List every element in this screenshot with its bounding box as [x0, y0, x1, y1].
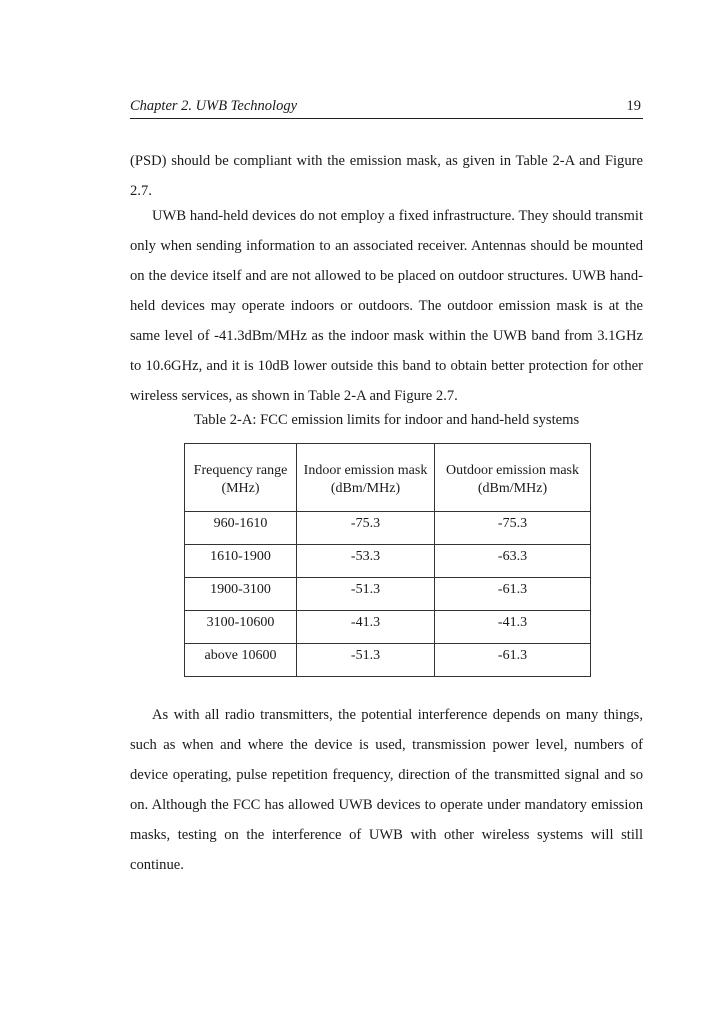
cell-frequency: 3100-10600: [185, 611, 297, 644]
header-frequency-unit: (MHz): [221, 481, 260, 496]
table-caption: Table 2-A: FCC emission limits for indoor and hand-held systems: [193, 412, 580, 428]
paragraph-interference: As with all radio transmitters, the potential interference depends on many things, such as when and where the device is used, transmission power level, numbers of device operating, pulse repetition frequency, direction of the transmitted signal and so on. Although the FCC has allowed UWB devices to operate under mandatory emission masks, testing on the interference of UWB with other wireless systems will still continue.: [130, 707, 643, 873]
cell-outdoor: -75.3: [435, 512, 591, 545]
cell-outdoor: -61.3: [435, 644, 591, 677]
header-indoor-unit: (dBm/MHz): [330, 481, 401, 496]
header-frequency-range: [185, 444, 297, 512]
header-indoor-label: Indoor emission mask: [303, 463, 428, 478]
table-row: [185, 644, 591, 677]
cell-outdoor: -41.3: [435, 611, 591, 644]
cell-frequency: above 10600: [185, 644, 297, 677]
paragraph-handheld: UWB hand-held devices do not employ a fixed infrastructure. They should transmit only when sending information to an associated receiver. Antennas should be mounted on the device itself and are not allowed to be placed on outdoor structures. UWB hand-held devices may operate indoors or outdoors. The outdoor emission mask is at the same level of -41.3dBm/MHz as the indoor mask within the UWB band from 3.1GHz to 10.6GHz, and it is 10dB lower outside this band to obtain better protection for other wireless services, as shown in Table 2-A and Figure 2.7.: [130, 208, 643, 404]
cell-indoor: -41.3: [297, 611, 435, 644]
cell-indoor: -75.3: [297, 512, 435, 545]
header-frequency-label: Frequency range: [193, 463, 288, 478]
cell-frequency: 1610-1900: [185, 545, 297, 578]
table-row: [185, 512, 591, 545]
cell-frequency: 960-1610: [185, 512, 297, 545]
emission-limits-table: [184, 443, 591, 677]
header-outdoor-label: Outdoor emission mask: [446, 463, 579, 478]
cell-indoor: -53.3: [297, 545, 435, 578]
table-row: [185, 545, 591, 578]
cell-outdoor: -61.3: [435, 578, 591, 611]
header-outdoor-mask: [435, 444, 591, 512]
paragraph-psd: (PSD) should be compliant with the emission mask, as given in Table 2-A and Figure 2.7.: [130, 153, 643, 199]
cell-frequency: 1900-3100: [185, 578, 297, 611]
header-outdoor-unit: (dBm/MHz): [477, 481, 548, 496]
table-row: [185, 578, 591, 611]
table-row: [185, 611, 591, 644]
header-indoor-mask: [297, 444, 435, 512]
cell-outdoor: -63.3: [435, 545, 591, 578]
chapter-title: Chapter 2. UWB Technology: [130, 98, 298, 114]
cell-indoor: -51.3: [297, 578, 435, 611]
page-number: 19: [626, 98, 641, 114]
running-header: [130, 96, 643, 119]
cell-indoor: -51.3: [297, 644, 435, 677]
table-header-row: [185, 444, 591, 512]
